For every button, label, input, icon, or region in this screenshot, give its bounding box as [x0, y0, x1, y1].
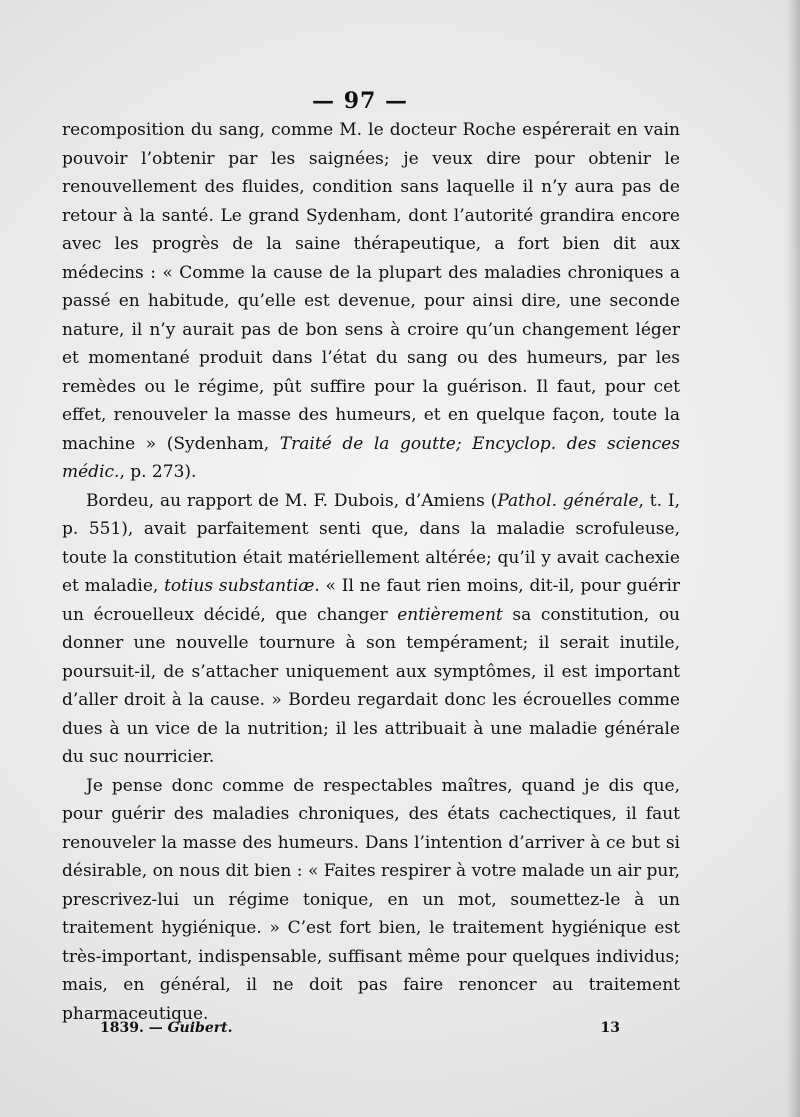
text-run: . « Il ne faut rien moins, dit-il, pour guérir un écrouelleux décidé, que changer [62, 576, 681, 625]
footer-author: Guibert. [167, 1020, 233, 1036]
text-run: Je pense donc comme de respectables maîtres, quand je dis que, pour guérir des maladies chroniques, des états cachectiques, il faut renouveler la masse des humeurs. Dans l’intention d’arriver à ce but si désirable, on nous dit bien : « Faites respirer à votre malade un air pur, prescrivez-lui un régime tonique, en un mot, soumettez-le à un traitement hygiénique. » C’est fort bien, le traitement hygiénique est très-important, indispensable, suffisant même pour quelques individus; mais, en général, il ne doit pas faire renoncer au traitement pharmaceutique. [62, 775, 680, 1024]
italic-reference: Traité de la goutte; Encyclop. des sciences médic. [62, 433, 681, 482]
paragraph-2 [62, 487, 680, 772]
body-text [62, 116, 680, 1028]
italic-reference: totius substantiæ [164, 576, 315, 596]
page-number: — 97 — [312, 88, 408, 114]
text-run: , t. I, p. 551), avait parfaitement senti que, dans la maladie scrofuleuse, toute la constitution était matériellement altérée; qu’il y avait cachexie et maladie, [62, 490, 681, 596]
text-run: recomposition du sang, comme M. le docteur Roche espérerait en vain pouvoir l’obtenir par les saignées; je veux dire pour obtenir le renouvellement des fluides, condition sans laquelle il n’y aura pas de retour à la santé. Le grand Sydenham, dont l’autorité grandira encore avec les progrès de la saine thérapeutique, a fort bien dit aux médecins : « Comme la cause de la plupart des maladies chroniques a passé en habitude, qu’elle est devenue, pour ainsi dire, une seconde nature, il n’y aurait pas de bon sens à croire qu’un changement léger et momentané produit dans l’état du sang ou des humeurs, par les remèdes ou le régime, pût suffire pour la guérison. Il faut, pour cet effet, renouveler la masse des humeurs, et en quelque façon, toute la machine » (Sydenham, [62, 120, 680, 454]
page-footer [100, 1020, 620, 1036]
italic-reference: entièrement [397, 604, 503, 625]
italic-reference: Pathol. générale [497, 490, 639, 511]
text-run: , p. 273). [119, 462, 197, 482]
text-run: Bordeu, au rapport de M. F. Dubois, d’Amiens ( [86, 490, 498, 511]
paragraph-1 [62, 116, 680, 487]
footer-year: 1839. — [100, 1020, 168, 1036]
text-run: sa constitution, ou donner une nouvelle tournure à son tempérament; il serait inutile, poursuit-il, de s’attacher uniquement aux symptômes, il est important d’aller droit à la cause. » Bordeu regardait donc les écrouelles comme dues à un vice de la nutrition; il les attribuait à une maladie générale du suc nourricier. [62, 604, 680, 767]
paragraph-3 [62, 772, 680, 1029]
footer-imprint [100, 1020, 232, 1036]
signature-mark: 13 [600, 1020, 620, 1036]
